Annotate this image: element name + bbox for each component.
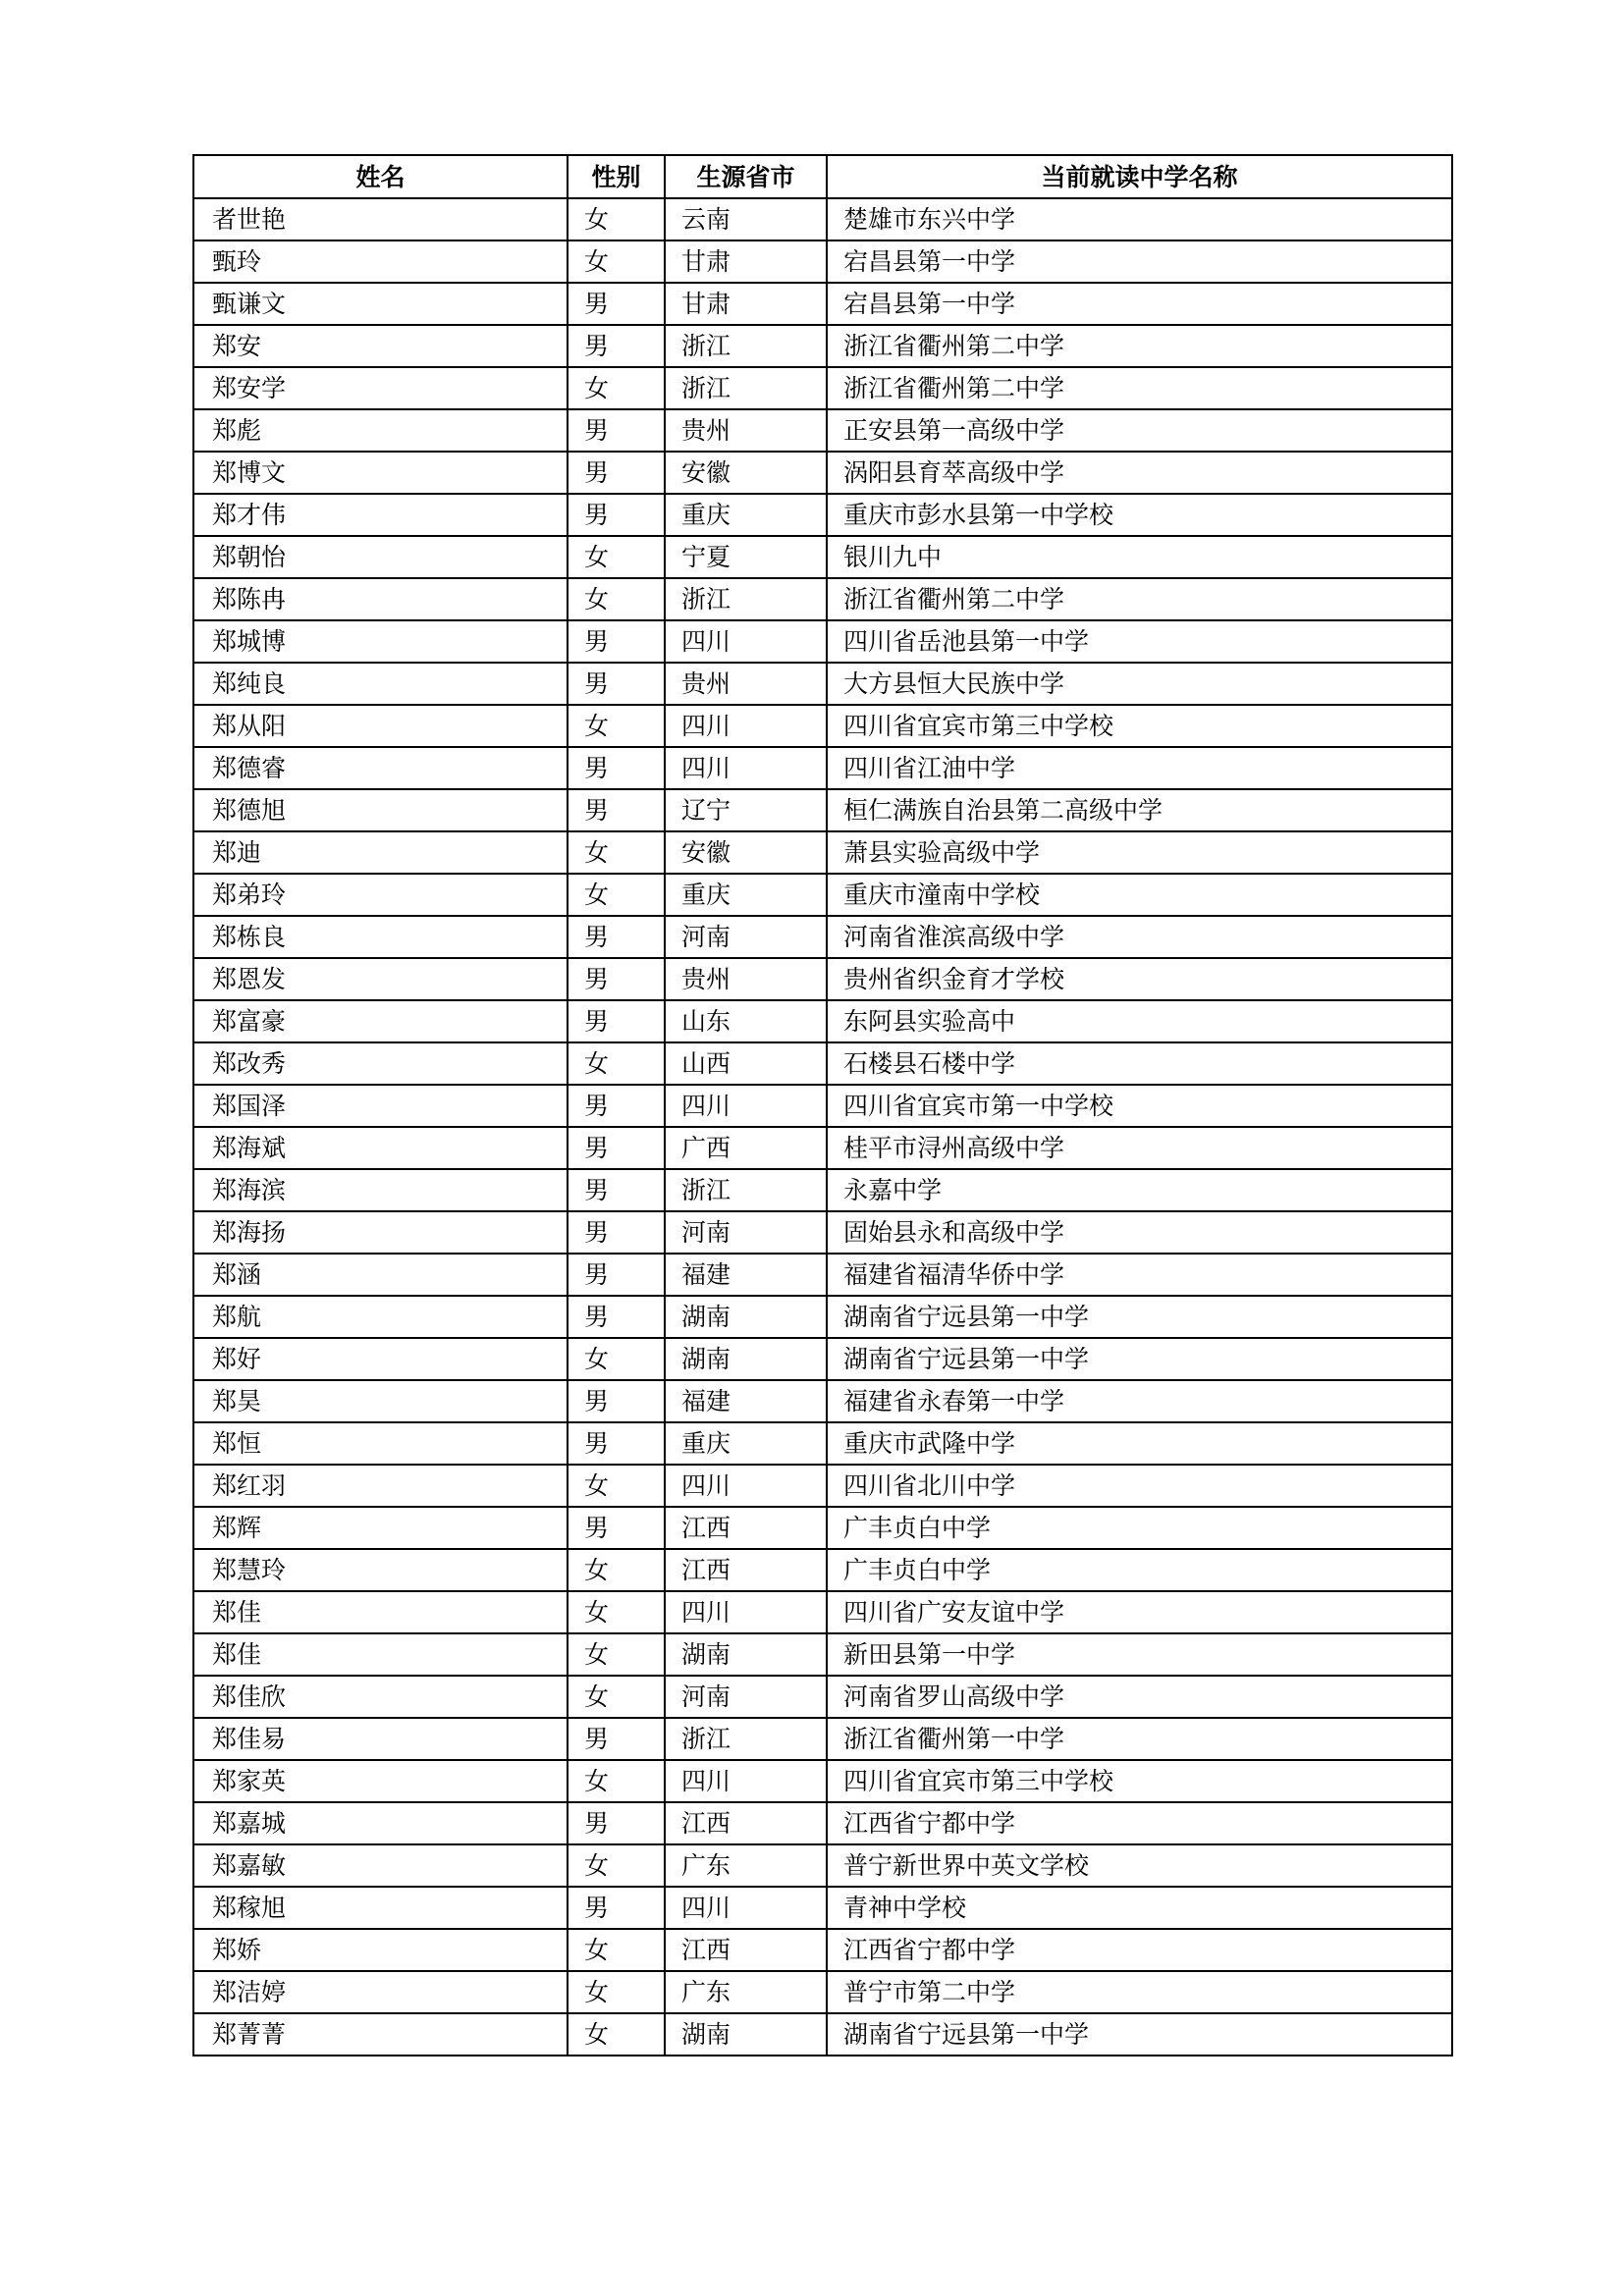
table-row	[193, 198, 1452, 240]
cell-name: 甄谦文	[193, 283, 568, 325]
table-row	[193, 1380, 1452, 1422]
cell-gender: 男	[568, 1254, 665, 1296]
table-body	[193, 198, 1452, 2056]
cell-province: 贵州	[665, 958, 827, 1000]
table-row	[193, 663, 1452, 705]
cell-school: 银川九中	[827, 536, 1452, 578]
cell-name: 者世艳	[193, 198, 568, 240]
cell-province: 福建	[665, 1380, 827, 1422]
student-roster-table	[192, 154, 1453, 2056]
cell-gender: 女	[568, 1338, 665, 1380]
cell-school: 桂平市浔州高级中学	[827, 1127, 1452, 1169]
cell-name: 郑恩发	[193, 958, 568, 1000]
cell-school: 湖南省宁远县第一中学	[827, 2013, 1452, 2056]
cell-name: 郑城博	[193, 620, 568, 663]
table-row	[193, 1929, 1452, 1971]
cell-school: 河南省淮滨高级中学	[827, 916, 1452, 958]
cell-name: 郑陈冉	[193, 578, 568, 620]
cell-school: 四川省北川中学	[827, 1465, 1452, 1507]
table-row	[193, 916, 1452, 958]
cell-school: 四川省宜宾市第三中学校	[827, 1760, 1452, 1802]
cell-school: 贵州省织金育才学校	[827, 958, 1452, 1000]
cell-province: 四川	[665, 620, 827, 663]
table-row	[193, 1000, 1452, 1042]
table-row	[193, 1211, 1452, 1254]
cell-school: 重庆市潼南中学校	[827, 874, 1452, 916]
cell-name: 郑海扬	[193, 1211, 568, 1254]
cell-gender: 男	[568, 1000, 665, 1042]
cell-name: 郑辉	[193, 1507, 568, 1549]
cell-name: 郑安学	[193, 367, 568, 409]
cell-gender: 女	[568, 1676, 665, 1718]
cell-province: 广东	[665, 1971, 827, 2013]
cell-gender: 女	[568, 1844, 665, 1887]
cell-school: 萧县实验高级中学	[827, 831, 1452, 874]
cell-name: 郑家英	[193, 1760, 568, 1802]
cell-province: 江西	[665, 1929, 827, 1971]
cell-name: 郑迪	[193, 831, 568, 874]
table-row	[193, 1127, 1452, 1169]
cell-school: 楚雄市东兴中学	[827, 198, 1452, 240]
cell-gender: 女	[568, 367, 665, 409]
cell-province: 安徽	[665, 452, 827, 494]
table-row	[193, 1887, 1452, 1929]
cell-school: 宕昌县第一中学	[827, 240, 1452, 283]
cell-province: 福建	[665, 1254, 827, 1296]
cell-gender: 男	[568, 452, 665, 494]
cell-province: 浙江	[665, 1718, 827, 1760]
cell-name: 郑洁婷	[193, 1971, 568, 2013]
cell-province: 四川	[665, 705, 827, 747]
cell-name: 郑安	[193, 325, 568, 367]
cell-gender: 女	[568, 1591, 665, 1633]
cell-gender: 女	[568, 240, 665, 283]
cell-name: 郑涵	[193, 1254, 568, 1296]
table-row	[193, 578, 1452, 620]
table-row	[193, 452, 1452, 494]
cell-province: 湖南	[665, 1633, 827, 1676]
cell-name: 郑嘉敏	[193, 1844, 568, 1887]
cell-school: 浙江省衢州第一中学	[827, 1718, 1452, 1760]
cell-name: 郑昊	[193, 1380, 568, 1422]
cell-school: 浙江省衢州第二中学	[827, 578, 1452, 620]
cell-gender: 男	[568, 620, 665, 663]
cell-name: 郑佳	[193, 1633, 568, 1676]
cell-province: 广西	[665, 1127, 827, 1169]
cell-name: 郑菁菁	[193, 2013, 568, 2056]
table-row	[193, 1971, 1452, 2013]
cell-province: 重庆	[665, 494, 827, 536]
cell-name: 郑好	[193, 1338, 568, 1380]
cell-gender: 男	[568, 1169, 665, 1211]
cell-name: 郑慧玲	[193, 1549, 568, 1591]
table-row	[193, 325, 1452, 367]
table-row	[193, 240, 1452, 283]
cell-name: 郑德旭	[193, 789, 568, 831]
cell-school: 江西省宁都中学	[827, 1929, 1452, 1971]
cell-gender: 女	[568, 874, 665, 916]
cell-gender: 男	[568, 1211, 665, 1254]
cell-gender: 女	[568, 1929, 665, 1971]
cell-name: 郑朝怡	[193, 536, 568, 578]
table-row	[193, 1633, 1452, 1676]
table-row	[193, 1802, 1452, 1844]
cell-name: 郑德睿	[193, 747, 568, 789]
cell-province: 湖南	[665, 2013, 827, 2056]
header-gender: 性别	[568, 155, 665, 198]
cell-name: 郑从阳	[193, 705, 568, 747]
table-row	[193, 1760, 1452, 1802]
cell-gender: 男	[568, 747, 665, 789]
cell-province: 浙江	[665, 1169, 827, 1211]
cell-province: 甘肃	[665, 240, 827, 283]
cell-gender: 女	[568, 2013, 665, 2056]
table-row	[193, 747, 1452, 789]
cell-province: 广东	[665, 1844, 827, 1887]
cell-gender: 男	[568, 1718, 665, 1760]
cell-gender: 男	[568, 1802, 665, 1844]
cell-school: 普宁市第二中学	[827, 1971, 1452, 2013]
cell-province: 四川	[665, 747, 827, 789]
cell-school: 浙江省衢州第二中学	[827, 325, 1452, 367]
cell-gender: 男	[568, 958, 665, 1000]
table-row	[193, 2013, 1452, 2056]
cell-school: 青神中学校	[827, 1887, 1452, 1929]
cell-province: 四川	[665, 1085, 827, 1127]
cell-school: 福建省福清华侨中学	[827, 1254, 1452, 1296]
cell-gender: 女	[568, 1633, 665, 1676]
cell-name: 郑佳	[193, 1591, 568, 1633]
cell-province: 湖南	[665, 1296, 827, 1338]
table-row	[193, 283, 1452, 325]
table-row	[193, 1254, 1452, 1296]
header-name: 姓名	[193, 155, 568, 198]
cell-province: 江西	[665, 1507, 827, 1549]
cell-school: 湖南省宁远县第一中学	[827, 1338, 1452, 1380]
cell-gender: 女	[568, 1465, 665, 1507]
table-row	[193, 705, 1452, 747]
cell-school: 广丰贞白中学	[827, 1549, 1452, 1591]
cell-school: 固始县永和高级中学	[827, 1211, 1452, 1254]
cell-province: 河南	[665, 1211, 827, 1254]
cell-school: 福建省永春第一中学	[827, 1380, 1452, 1422]
cell-school: 湖南省宁远县第一中学	[827, 1296, 1452, 1338]
cell-name: 郑稼旭	[193, 1887, 568, 1929]
cell-gender: 男	[568, 1422, 665, 1465]
table-row	[193, 1844, 1452, 1887]
cell-school: 四川省宜宾市第一中学校	[827, 1085, 1452, 1127]
cell-school: 桓仁满族自治县第二高级中学	[827, 789, 1452, 831]
table-row	[193, 831, 1452, 874]
cell-province: 江西	[665, 1802, 827, 1844]
cell-name: 郑纯良	[193, 663, 568, 705]
cell-name: 郑海滨	[193, 1169, 568, 1211]
cell-gender: 男	[568, 1296, 665, 1338]
cell-province: 重庆	[665, 1422, 827, 1465]
cell-school: 四川省宜宾市第三中学校	[827, 705, 1452, 747]
cell-province: 安徽	[665, 831, 827, 874]
cell-gender: 男	[568, 1887, 665, 1929]
cell-province: 贵州	[665, 409, 827, 452]
cell-school: 四川省广安友谊中学	[827, 1591, 1452, 1633]
cell-name: 郑彪	[193, 409, 568, 452]
cell-province: 浙江	[665, 578, 827, 620]
cell-gender: 女	[568, 831, 665, 874]
cell-school: 东阿县实验高中	[827, 1000, 1452, 1042]
table-row	[193, 1465, 1452, 1507]
cell-name: 郑红羽	[193, 1465, 568, 1507]
cell-gender: 男	[568, 663, 665, 705]
cell-gender: 女	[568, 578, 665, 620]
cell-school: 浙江省衢州第二中学	[827, 367, 1452, 409]
cell-name: 郑佳易	[193, 1718, 568, 1760]
cell-gender: 男	[568, 1085, 665, 1127]
table-row	[193, 1042, 1452, 1085]
cell-province: 云南	[665, 198, 827, 240]
table-row	[193, 494, 1452, 536]
cell-name: 郑娇	[193, 1929, 568, 1971]
cell-school: 四川省江油中学	[827, 747, 1452, 789]
cell-gender: 男	[568, 1127, 665, 1169]
table-row	[193, 620, 1452, 663]
table-row	[193, 1296, 1452, 1338]
cell-province: 山西	[665, 1042, 827, 1085]
table-row	[193, 789, 1452, 831]
cell-province: 山东	[665, 1000, 827, 1042]
cell-province: 河南	[665, 916, 827, 958]
cell-name: 郑航	[193, 1296, 568, 1338]
cell-gender: 女	[568, 1042, 665, 1085]
table-row	[193, 1718, 1452, 1760]
cell-gender: 男	[568, 409, 665, 452]
table-row	[193, 1338, 1452, 1380]
cell-school: 重庆市武隆中学	[827, 1422, 1452, 1465]
header-province: 生源省市	[665, 155, 827, 198]
cell-school: 新田县第一中学	[827, 1633, 1452, 1676]
cell-name: 郑博文	[193, 452, 568, 494]
cell-province: 浙江	[665, 325, 827, 367]
cell-school: 重庆市彭水县第一中学校	[827, 494, 1452, 536]
cell-gender: 女	[568, 1760, 665, 1802]
cell-name: 郑嘉城	[193, 1802, 568, 1844]
cell-gender: 男	[568, 789, 665, 831]
cell-school: 永嘉中学	[827, 1169, 1452, 1211]
table-row	[193, 1169, 1452, 1211]
cell-school: 正安县第一高级中学	[827, 409, 1452, 452]
cell-school: 宕昌县第一中学	[827, 283, 1452, 325]
table-row	[193, 874, 1452, 916]
cell-name: 郑海斌	[193, 1127, 568, 1169]
cell-school: 普宁新世界中英文学校	[827, 1844, 1452, 1887]
cell-gender: 女	[568, 536, 665, 578]
cell-province: 重庆	[665, 874, 827, 916]
cell-gender: 男	[568, 1507, 665, 1549]
cell-name: 郑弟玲	[193, 874, 568, 916]
cell-name: 郑栋良	[193, 916, 568, 958]
cell-gender: 男	[568, 283, 665, 325]
cell-province: 四川	[665, 1760, 827, 1802]
cell-gender: 女	[568, 705, 665, 747]
cell-province: 四川	[665, 1887, 827, 1929]
cell-province: 四川	[665, 1591, 827, 1633]
cell-province: 湖南	[665, 1338, 827, 1380]
cell-province: 辽宁	[665, 789, 827, 831]
cell-school: 大方县恒大民族中学	[827, 663, 1452, 705]
table-header-row	[193, 155, 1452, 198]
cell-province: 河南	[665, 1676, 827, 1718]
cell-name: 郑佳欣	[193, 1676, 568, 1718]
cell-name: 郑恒	[193, 1422, 568, 1465]
cell-gender: 男	[568, 1380, 665, 1422]
table-row	[193, 1591, 1452, 1633]
cell-gender: 男	[568, 494, 665, 536]
table-row	[193, 536, 1452, 578]
cell-gender: 女	[568, 1971, 665, 2013]
cell-gender: 男	[568, 325, 665, 367]
table-row	[193, 1507, 1452, 1549]
cell-gender: 女	[568, 198, 665, 240]
cell-province: 宁夏	[665, 536, 827, 578]
header-school: 当前就读中学名称	[827, 155, 1452, 198]
cell-province: 浙江	[665, 367, 827, 409]
cell-school: 河南省罗山高级中学	[827, 1676, 1452, 1718]
cell-name: 郑改秀	[193, 1042, 568, 1085]
cell-name: 郑才伟	[193, 494, 568, 536]
cell-province: 四川	[665, 1465, 827, 1507]
cell-school: 石楼县石楼中学	[827, 1042, 1452, 1085]
cell-gender: 男	[568, 916, 665, 958]
table-row	[193, 367, 1452, 409]
table-row	[193, 1422, 1452, 1465]
table-row	[193, 1085, 1452, 1127]
cell-province: 甘肃	[665, 283, 827, 325]
cell-school: 广丰贞白中学	[827, 1507, 1452, 1549]
table-row	[193, 1676, 1452, 1718]
cell-school: 四川省岳池县第一中学	[827, 620, 1452, 663]
cell-name: 甄玲	[193, 240, 568, 283]
cell-name: 郑国泽	[193, 1085, 568, 1127]
table-row	[193, 1549, 1452, 1591]
table-row	[193, 409, 1452, 452]
cell-school: 江西省宁都中学	[827, 1802, 1452, 1844]
cell-province: 贵州	[665, 663, 827, 705]
cell-name: 郑富豪	[193, 1000, 568, 1042]
cell-province: 江西	[665, 1549, 827, 1591]
cell-gender: 女	[568, 1549, 665, 1591]
cell-school: 涡阳县育萃高级中学	[827, 452, 1452, 494]
table-row	[193, 958, 1452, 1000]
